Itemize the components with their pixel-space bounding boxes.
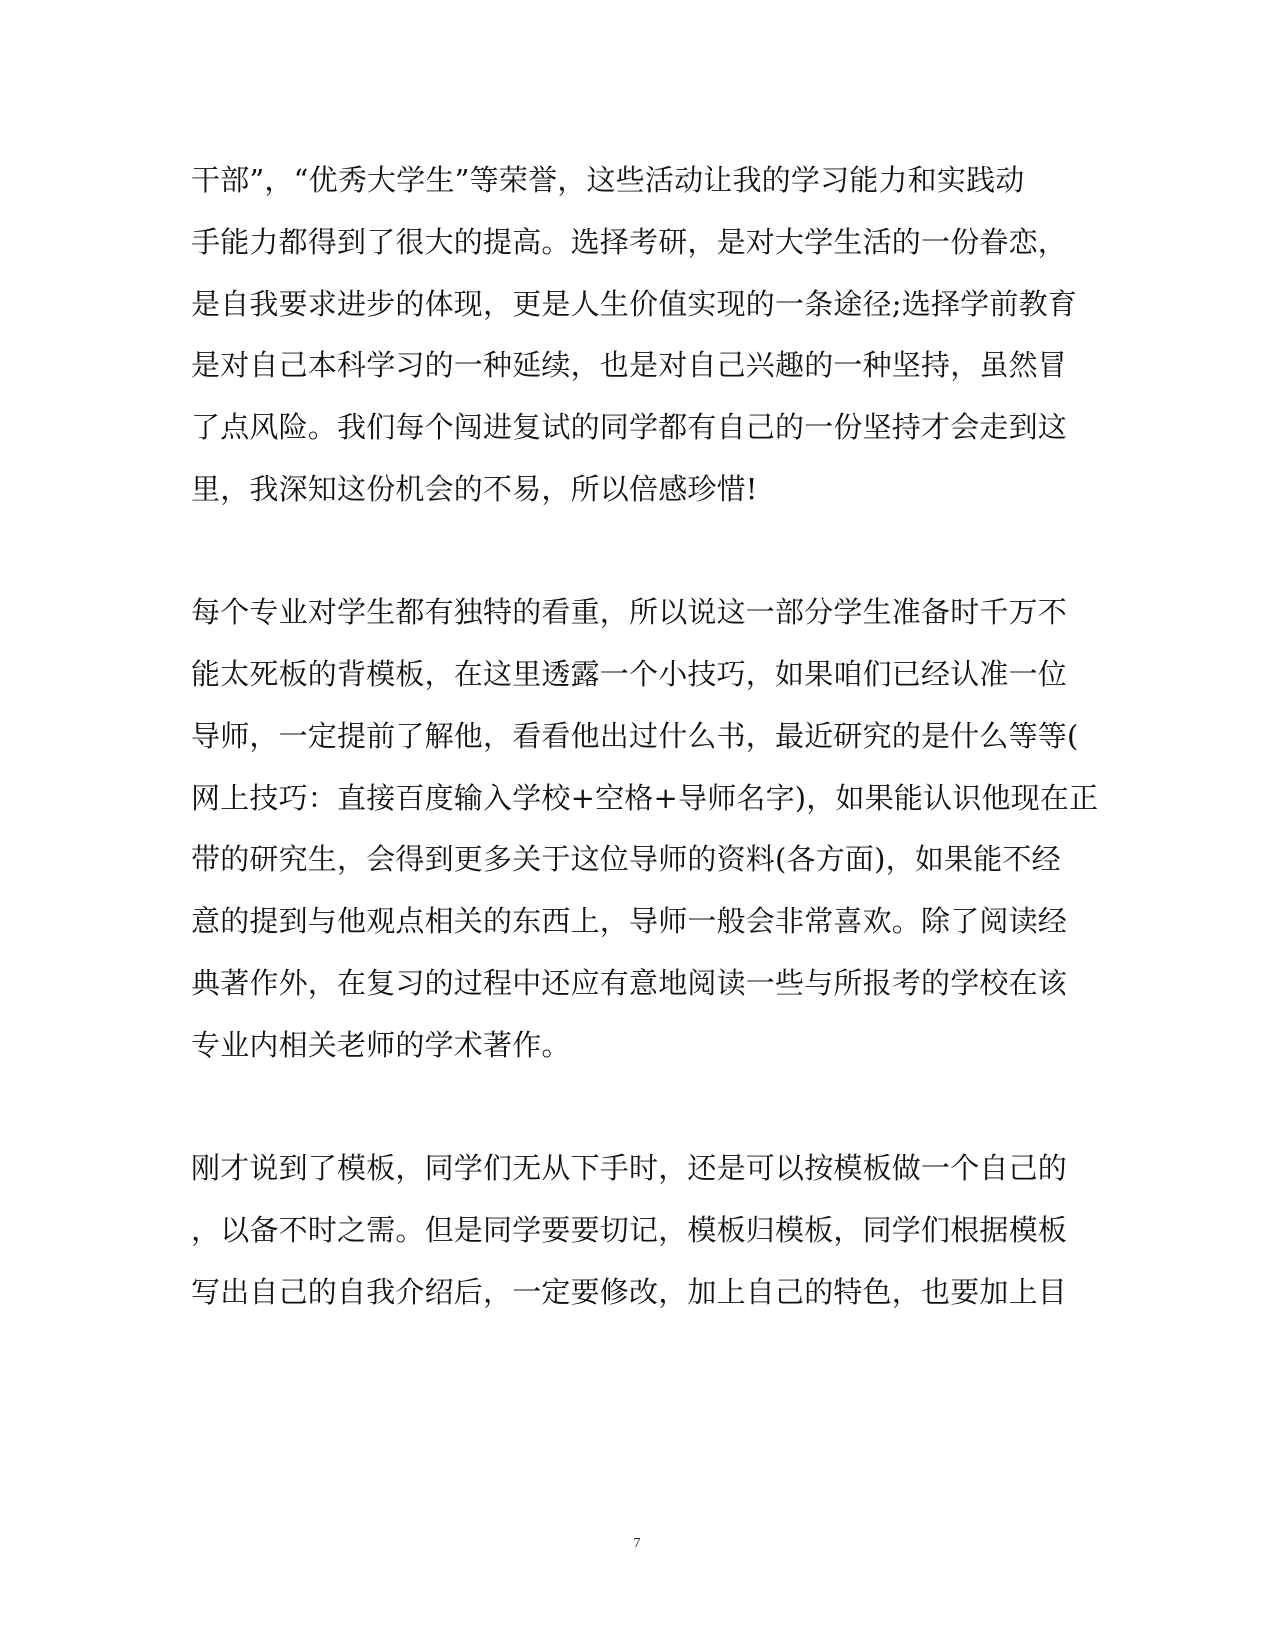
text-line: 专业内相关老师的学术著作。 (191, 1028, 571, 1062)
text-line: ，以备不时之需。但是同学要要切记，模板归模板，同学们根据模板 (191, 1213, 1068, 1247)
text-line: 每个专业对学生都有独特的看重，所以说这一部分学生准备时千万不 (191, 595, 1068, 629)
text-line: 带的研究生，会得到更多关于这位导师的资料(各方面)，如果能不经 (191, 842, 1061, 876)
text-line: 导师，一定提前了解他，看看他出过什么书，最近研究的是什么等等( (191, 719, 1079, 753)
text-line: 手能力都得到了很大的提高。选择考研，是对大学生活的一份眷恋， (191, 225, 1068, 259)
page-number: 7 (633, 1536, 641, 1551)
text-line: 里，我深知这份机会的不易，所以倍感珍惜! (191, 472, 758, 506)
text-line: 是对自己本科学习的一种延续，也是对自己兴趣的一种坚持，虽然冒 (191, 348, 1068, 382)
text-line: 干部”，“优秀大学生”等荣誉，这些活动让我的学习能力和实践动 (191, 163, 1025, 197)
text-line: 是自我要求进步的体现，更是人生价值实现的一条途径;选择学前教育 (191, 287, 1077, 321)
text-line: 刚才说到了模板，同学们无从下手时，还是可以按模板做一个自己的 (191, 1151, 1068, 1185)
text-line: 网上技巧：直接百度输入学校+空格+导师名字)，如果能认识他现在正 (191, 781, 1099, 815)
text-line: 典著作外，在复习的过程中还应有意地阅读一些与所报考的学校在该 (191, 966, 1068, 1000)
text-line: 了点风险。我们每个闯进复试的同学都有自己的一份坚持才会走到这 (191, 410, 1068, 444)
text-line: 意的提到与他观点相关的东西上，导师一般会非常喜欢。除了阅读经 (191, 904, 1068, 938)
text-line: 写出自己的自我介绍后，一定要修改，加上自己的特色，也要加上目 (191, 1275, 1068, 1309)
text-line: 能太死板的背模板，在这里透露一个小技巧，如果咱们已经认准一位 (191, 657, 1068, 691)
